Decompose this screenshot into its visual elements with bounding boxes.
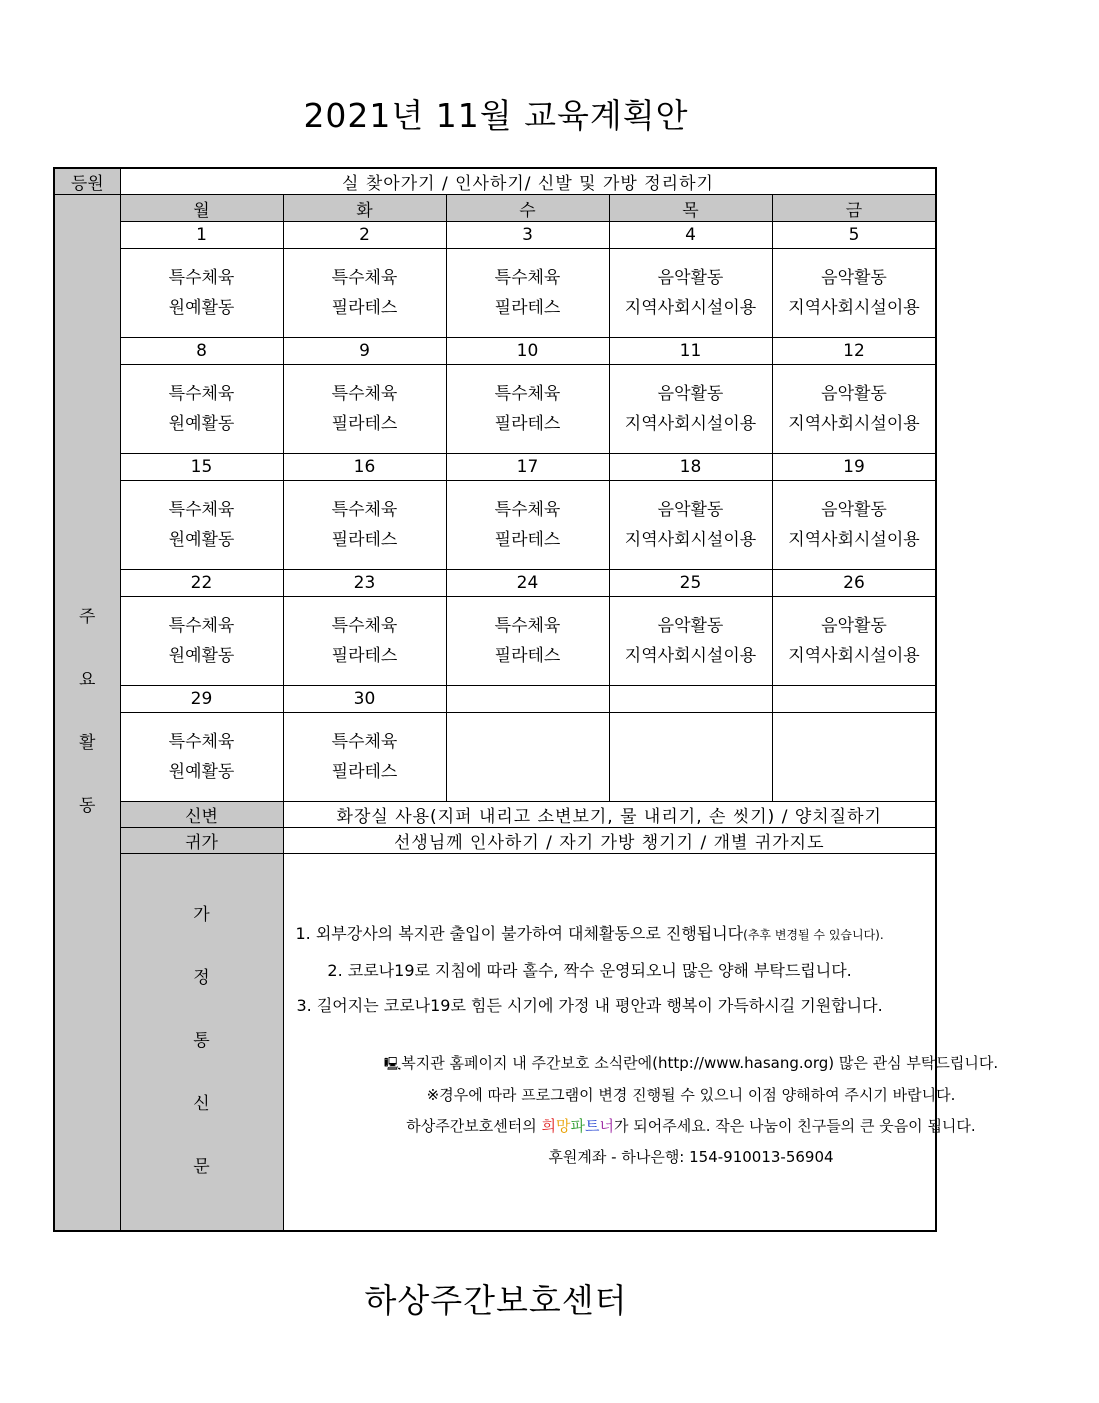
- newsletter-label: [120, 854, 283, 1231]
- weekday-header: 월: [120, 195, 283, 222]
- date-cell: 26: [772, 570, 936, 597]
- activity-name: 음악활동: [821, 268, 887, 288]
- activity-name: 지역사회시설이용: [624, 414, 757, 434]
- activity-row: [54, 249, 936, 338]
- activity-name: 특수체육: [331, 616, 398, 636]
- date-cell: 1: [120, 222, 283, 249]
- newsletter-row: [54, 854, 936, 1231]
- date-cell: 30: [283, 686, 446, 713]
- arrival-text: 실 찾아가기 / 인사하기/ 신발 및 가방 정리하기: [120, 168, 936, 195]
- weekday-header: 수: [446, 195, 609, 222]
- activity-name: 필라테스: [494, 646, 561, 666]
- activity-row: [54, 597, 936, 686]
- notice-item: 2. 코로나19로 지침에 따라 홀수, 짝수 운영되오니 많은 양해 부탁드립니다.: [327, 961, 852, 980]
- activity-name: 필라테스: [331, 298, 398, 318]
- activity-name: 특수체육: [331, 500, 398, 520]
- hope-partner-char: 너: [599, 1117, 614, 1135]
- activity-name: 원예활동: [168, 298, 235, 318]
- activity-name: 필라테스: [331, 646, 398, 666]
- notice-text: 1. 외부강사의 복지관 출입이 불가하여 대체활동으로 진행됩니다: [295, 924, 744, 943]
- activity-cell: [609, 481, 772, 570]
- activity-name: 특수체육: [331, 384, 398, 404]
- program-change-line: ※경우에 따라 프로그램이 변경 진행될 수 있으니 이점 양해하여 주시기 바랍니다.: [426, 1086, 956, 1104]
- date-row: [54, 222, 936, 249]
- activity-name: 필라테스: [494, 298, 561, 318]
- newsletter-content: [283, 854, 999, 1231]
- homepage-line: [284, 1048, 1099, 1080]
- homepage-text: 복지관 홈페이지 내 주간보호 소식란에(http://www.hasang.org) 많은 관심 부탁드립니다.: [401, 1054, 999, 1072]
- activity-name: 특수체육: [331, 732, 398, 752]
- activity-name: 원예활동: [168, 646, 235, 666]
- date-cell: 18: [609, 454, 772, 481]
- activity-cell: [283, 713, 446, 802]
- date-row: [54, 338, 936, 365]
- activity-row: [54, 365, 936, 454]
- activity-cell: [609, 597, 772, 686]
- hope-partner-char: 트: [584, 1117, 600, 1135]
- weekday-header-row: [54, 195, 936, 222]
- activities-label: [54, 195, 120, 1231]
- hope-partner-line: [284, 1111, 1099, 1142]
- newsletter-label-char: 정: [193, 968, 210, 989]
- hope-partner-char: 파: [570, 1117, 585, 1135]
- arrival-label: 등원: [54, 168, 120, 195]
- activity-cell: [120, 597, 283, 686]
- activity-name: 필라테스: [331, 414, 398, 434]
- date-cell: [772, 686, 936, 713]
- activity-name: 음악활동: [821, 500, 887, 520]
- activity-name: 특수체육: [168, 616, 235, 636]
- activity-cell: [446, 365, 609, 454]
- activity-name: 지역사회시설이용: [624, 646, 757, 666]
- date-cell: 16: [283, 454, 446, 481]
- notice-list: [296, 916, 884, 1023]
- activity-name: 음악활동: [657, 616, 724, 636]
- departure-row: [54, 828, 936, 854]
- info-block: [284, 1048, 1099, 1173]
- activity-name: 원예활동: [168, 762, 235, 782]
- activity-cell: [772, 597, 936, 686]
- activity-cell: [609, 713, 772, 802]
- toilet-label: 신변: [120, 802, 283, 828]
- activity-cell: [772, 365, 936, 454]
- notice-note: (추후 변경될 수 있습니다).: [743, 928, 884, 942]
- activity-cell: [283, 481, 446, 570]
- date-cell: 3: [446, 222, 609, 249]
- hope-partner-post: 가 되어주세요. 작은 나눔이 친구들의 큰 웃음이 됩니다.: [613, 1117, 976, 1135]
- activities-label-char: 활: [79, 733, 96, 754]
- hope-partner-pre: 하상주간보호센터의: [406, 1117, 542, 1135]
- weekday-header: 화: [283, 195, 446, 222]
- activity-name: 지역사회시설이용: [624, 530, 757, 550]
- date-cell: 23: [283, 570, 446, 597]
- activity-name: 특수체육: [168, 384, 235, 404]
- activity-cell: [609, 249, 772, 338]
- date-cell: 5: [772, 222, 936, 249]
- newsletter-label-char: 신: [193, 1094, 210, 1115]
- activity-name: 원예활동: [168, 414, 235, 434]
- activity-cell: [446, 249, 609, 338]
- activity-cell: [446, 481, 609, 570]
- activity-cell: [120, 249, 283, 338]
- activity-name: 특수체육: [168, 732, 235, 752]
- date-cell: 4: [609, 222, 772, 249]
- activity-cell: [120, 481, 283, 570]
- date-cell: 22: [120, 570, 283, 597]
- activity-cell: [772, 249, 936, 338]
- computer-icon: 🖳: [383, 1057, 402, 1072]
- arrival-row: [54, 168, 936, 195]
- activity-cell: [283, 249, 446, 338]
- page-title: 2021년 11월 교육계획안: [303, 96, 689, 135]
- activity-name: 음악활동: [821, 616, 887, 636]
- hope-partner-char: 망: [555, 1117, 571, 1135]
- newsletter-label-char: 가: [193, 905, 210, 926]
- activity-cell: [446, 713, 609, 802]
- activity-cell: [120, 713, 283, 802]
- activity-cell: [446, 597, 609, 686]
- notice-item: [296, 916, 884, 953]
- date-cell: [446, 686, 609, 713]
- date-row: [54, 686, 936, 713]
- activity-name: 지역사회시설이용: [788, 298, 920, 318]
- departure-label: 귀가: [120, 828, 283, 854]
- hope-partner-char: 희: [541, 1117, 556, 1135]
- activity-name: 특수체육: [494, 384, 561, 404]
- education-plan-table: [53, 167, 999, 1232]
- activity-cell: [283, 365, 446, 454]
- activity-name: 특수체육: [494, 268, 561, 288]
- date-cell: 9: [283, 338, 446, 365]
- date-row: [54, 570, 936, 597]
- date-cell: 17: [446, 454, 609, 481]
- activity-name: 특수체육: [494, 616, 561, 636]
- date-cell: 24: [446, 570, 609, 597]
- activity-cell: [283, 597, 446, 686]
- activity-name: 지역사회시설이용: [788, 646, 920, 666]
- date-cell: 2: [283, 222, 446, 249]
- departure-text: 선생님께 인사하기 / 자기 가방 챙기기 / 개별 귀가지도: [283, 828, 936, 854]
- weekday-header: 금: [772, 195, 936, 222]
- activity-name: 필라테스: [331, 762, 398, 782]
- date-cell: 19: [772, 454, 936, 481]
- date-cell: 29: [120, 686, 283, 713]
- toilet-row: [54, 802, 936, 828]
- activity-name: 원예활동: [168, 530, 235, 550]
- hope-partner-word: [541, 1117, 614, 1135]
- activity-name: 특수체육: [331, 268, 398, 288]
- weekday-header: 목: [609, 195, 772, 222]
- date-cell: 10: [446, 338, 609, 365]
- activity-name: 음악활동: [657, 500, 724, 520]
- activity-name: 필라테스: [331, 530, 398, 550]
- date-cell: 25: [609, 570, 772, 597]
- activity-name: 음악활동: [821, 384, 887, 404]
- activities-label-char: 주: [79, 607, 96, 628]
- date-cell: [609, 686, 772, 713]
- activity-name: 지역사회시설이용: [788, 530, 920, 550]
- notice-item: 3. 길어지는 코로나19로 힘든 시기에 가정 내 평안과 행복이 가득하시길 기원합니다.: [296, 996, 883, 1015]
- toilet-text: 화장실 사용(지퍼 내리고 소변보기, 물 내리기, 손 씻기) / 양치질하기: [283, 802, 936, 828]
- activities-label-char: 요: [79, 670, 96, 691]
- activity-name: 음악활동: [657, 268, 724, 288]
- newsletter-label-char: 문: [193, 1157, 210, 1178]
- activity-name: 특수체육: [494, 500, 561, 520]
- activity-cell: [772, 713, 936, 802]
- date-row: [54, 454, 936, 481]
- center-name-footer: 하상주간보호센터: [364, 1281, 628, 1320]
- newsletter-label-char: 통: [193, 1031, 210, 1052]
- activity-name: 특수체육: [168, 268, 235, 288]
- date-cell: 8: [120, 338, 283, 365]
- activity-cell: [772, 481, 936, 570]
- activity-name: 음악활동: [657, 384, 724, 404]
- activity-row: [54, 481, 936, 570]
- activity-name: 필라테스: [494, 414, 561, 434]
- activity-name: 특수체육: [168, 500, 235, 520]
- activity-cell: [120, 365, 283, 454]
- date-cell: 15: [120, 454, 283, 481]
- date-cell: 12: [772, 338, 936, 365]
- donation-account-line: 후원계좌 - 하나은행: 154-910013-56904: [548, 1148, 834, 1166]
- activity-name: 필라테스: [494, 530, 561, 550]
- date-cell: 11: [609, 338, 772, 365]
- activities-label-char: 동: [79, 796, 96, 817]
- activity-cell: [609, 365, 772, 454]
- activity-name: 지역사회시설이용: [788, 414, 920, 434]
- activity-row: [54, 713, 936, 802]
- activity-name: 지역사회시설이용: [624, 298, 757, 318]
